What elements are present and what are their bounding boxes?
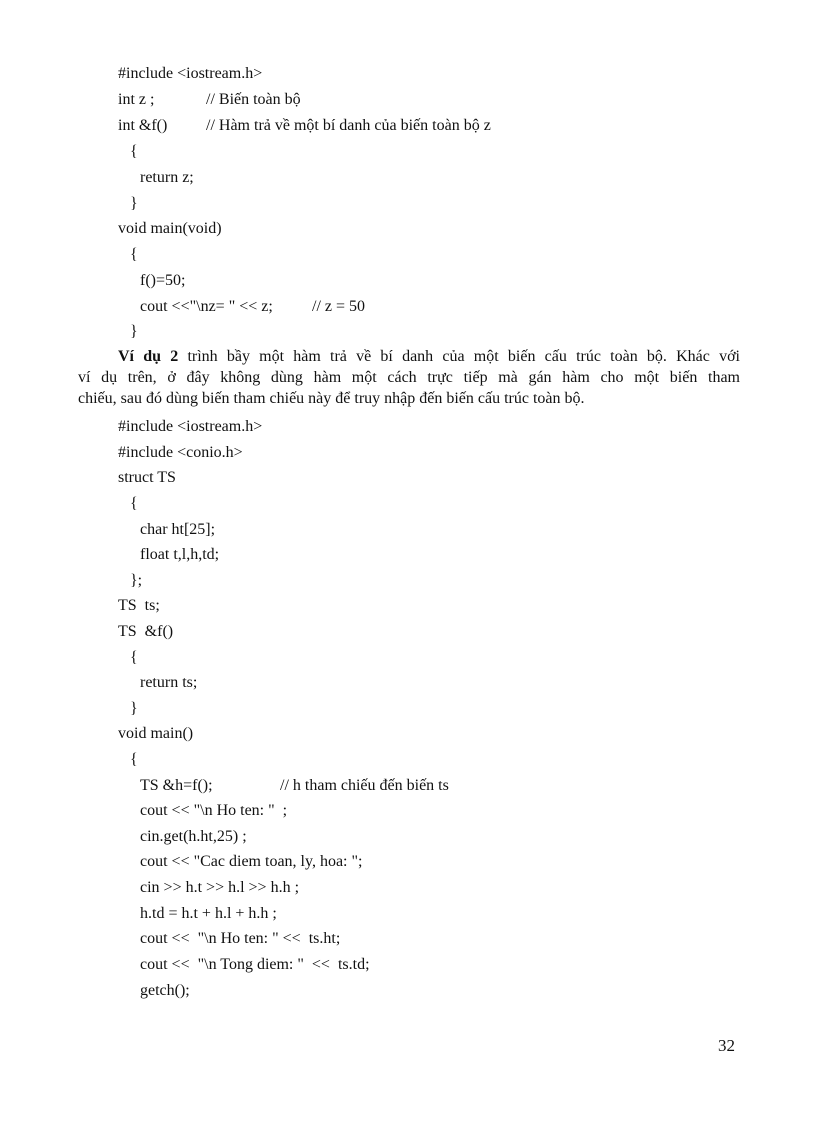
code-comment-decl-z: // Biến toàn bộ: [206, 91, 301, 108]
code-line-cin-scores: cin >> h.t >> h.l >> h.h ;: [140, 879, 300, 896]
code-line-cout-ts-td: cout << "\n Tong diem: " << ts.td;: [140, 956, 370, 973]
code-line-f-decl: TS &f(): [118, 623, 174, 640]
code-comment-decl-f: // Hàm trả về một bí danh của biến toàn bộ z: [206, 117, 491, 134]
code-line-cout-hoten: cout << "\n Ho ten: " ;: [140, 802, 288, 819]
code-line-main-sig: void main(void): [118, 220, 222, 237]
paragraph-line-2: ví dụ trên, ở đây không dùng hàm một cách trực tiếp mà gán hàm cho một biến tham: [78, 369, 740, 386]
code-line-return-z: return z;: [140, 169, 194, 186]
code-comment-ref-decl: // h tham chiếu đến biến ts: [280, 777, 449, 794]
code-line-return-ts: return ts;: [140, 674, 198, 691]
code-line-decl-z: int z ;: [118, 91, 155, 108]
code-line-main-open: {: [130, 751, 138, 768]
code-line-main-sig: void main(): [118, 725, 194, 742]
code-line-float-fields: float t,l,h,td;: [140, 546, 220, 563]
code-line-char-ht: char ht[25];: [140, 521, 216, 538]
code-line-brace-close: }: [130, 323, 138, 340]
code-line-struct-close: };: [130, 572, 143, 589]
code-line-f-close: }: [130, 700, 138, 717]
code-line-getch: getch();: [140, 982, 190, 999]
code-line-cout: cout <<"\nz= " << z;: [140, 298, 273, 315]
code-comment-cout: // z = 50: [312, 298, 366, 315]
code-line-td-calc: h.td = h.t + h.l + h.h ;: [140, 905, 277, 922]
code-line-cout-ts-ht: cout << "\n Ho ten: " << ts.ht;: [140, 930, 341, 947]
code-line-decl-f: int &f(): [118, 117, 168, 134]
code-line-struct-decl: struct TS: [118, 469, 176, 486]
code-line-brace-close: }: [130, 195, 138, 212]
paragraph-line-1-text: trình bầy một hàm trả về bí danh của một biến cấu trúc toàn bộ. Khác với: [187, 348, 741, 365]
code-line-include-conio: #include <conio.h>: [118, 444, 243, 461]
code-line-include-iostream: #include <iostream.h>: [118, 418, 263, 435]
code-line-include: #include <iostream.h>: [118, 65, 263, 82]
code-line-assign: f()=50;: [140, 272, 186, 289]
page-number: 32: [718, 1036, 735, 1055]
code-line-cin-get: cin.get(h.ht,25) ;: [140, 828, 247, 845]
code-line-ts-decl: TS ts;: [118, 597, 160, 614]
paragraph-line-3: chiếu, sau đó dùng biến tham chiếu này để truy nhập đến biến cấu trúc toàn bộ.: [78, 390, 585, 407]
paragraph-line-1: [118, 347, 740, 367]
code-line-brace-open: {: [130, 143, 138, 160]
example-2-lead: Ví dụ 2: [118, 348, 179, 365]
code-line-f-open: {: [130, 649, 138, 666]
code-line-ref-decl: TS &h=f();: [140, 777, 213, 794]
code-line-brace-open: {: [130, 246, 138, 263]
code-line-cout-diem: cout << "Cac diem toan, ly, hoa: ";: [140, 853, 363, 870]
code-line-struct-open: {: [130, 495, 138, 512]
